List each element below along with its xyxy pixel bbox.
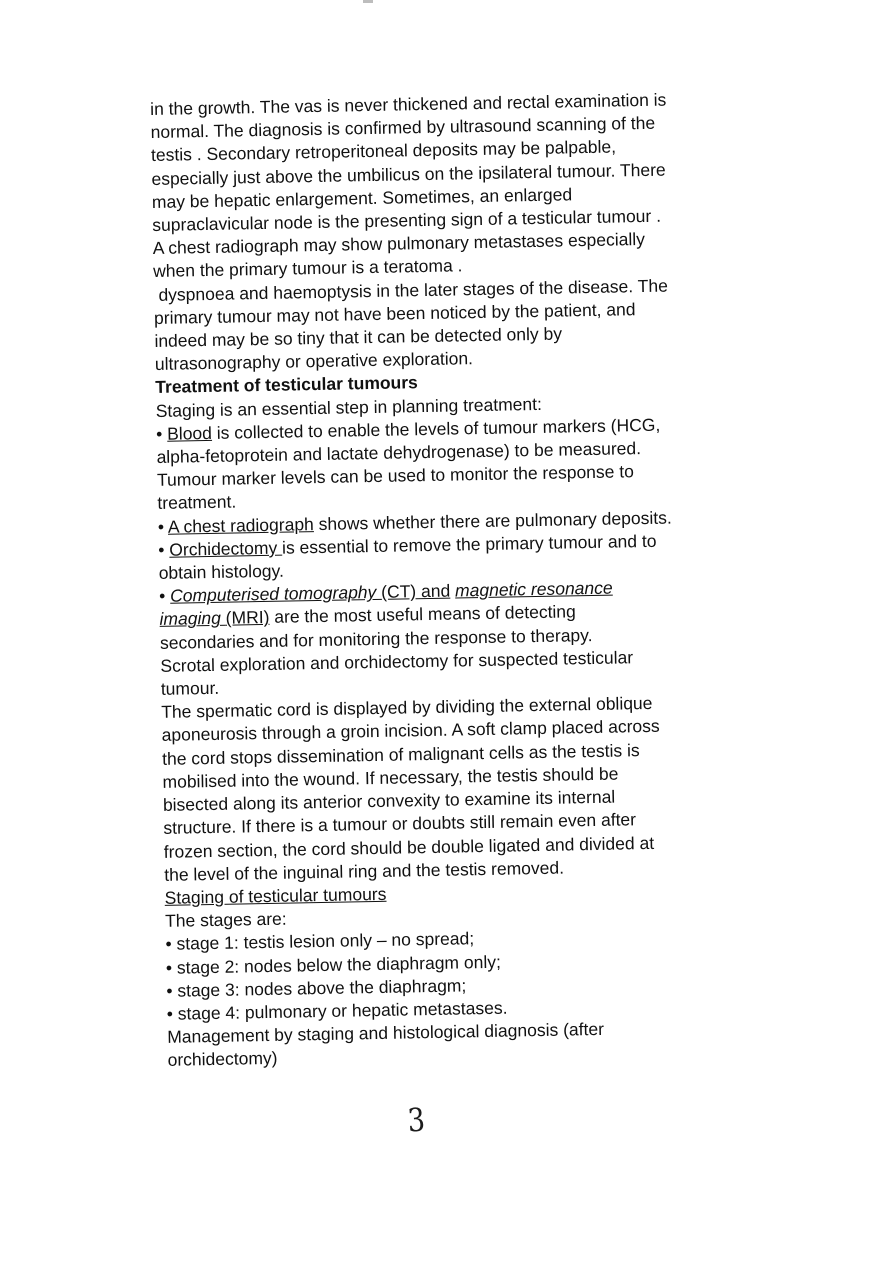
- text-line: structure. If there is a tumour or doubts still remain even after: [163, 809, 637, 839]
- text-line: Scrotal exploration and orchidectomy for suspected testicular: [160, 647, 634, 676]
- text-line: orchidectomy): [167, 1048, 278, 1071]
- bullet-glyph: •: [155, 423, 168, 444]
- text-line: when the primary tumour is a teratoma .: [152, 255, 463, 282]
- body-text: [150, 87, 768, 1072]
- text-line: the level of the inguinal ring and the testis removed.: [164, 857, 565, 885]
- orchidectomy-text: is essential to remove the primary tumour and to: [281, 530, 657, 558]
- text-line: treatment.: [157, 491, 237, 514]
- mri-abbreviation: (MRI): [225, 607, 270, 629]
- stage-item: • stage 2: nodes below the diaphragm only;: [165, 951, 502, 978]
- stage-item: • stage 1: testis lesion only – no spread;: [165, 928, 475, 955]
- text-line: dyspnoea and haemoptysis in the later stages of the disease. The: [153, 275, 669, 305]
- text-line: may be hepatic enlargement. Sometimes, an enlarged: [151, 184, 573, 212]
- mri-term: imaging: [159, 608, 226, 630]
- text-line: mobilised into the wound. If necessary, the testis should be: [162, 763, 619, 792]
- text-line: alpha-fetoprotein and lactate dehydrogenase) to be measured.: [156, 438, 642, 467]
- chest-radiograph-term: A chest radiograph: [167, 513, 314, 537]
- text-line: primary tumour may not have been noticed by the patient, and: [153, 298, 636, 328]
- text-line: especially just above the umbilicus on the ipsilateral tumour. There: [151, 159, 666, 189]
- orchidectomy-term: Orchidectomy: [169, 537, 283, 560]
- mri-term: magnetic resonance: [454, 577, 613, 601]
- text-line: A chest radiograph may show pulmonary metastases especially: [152, 229, 646, 259]
- text-line: frozen section, the cord should be double ligated and divided at: [163, 832, 655, 862]
- stage-item: • stage 3: nodes above the diaphragm;: [166, 975, 467, 1001]
- text-line: aponeurosis through a groin incision. A soft clamp placed across: [161, 716, 660, 746]
- staging-heading-text: Staging of testicular tumours: [164, 883, 387, 908]
- stage-item: • stage 4: pulmonary or hepatic metastases.: [166, 997, 508, 1024]
- text-line: tumour.: [160, 677, 220, 699]
- bullet-glyph: •: [158, 539, 170, 560]
- blood-term: Blood: [166, 422, 213, 444]
- text-line: ultrasonography or operative exploration.: [154, 348, 474, 375]
- text-line: bisected along its anterior convexity to examine its internal: [162, 786, 616, 815]
- text-line: indeed may be so tiny that it can be detected only by: [154, 323, 563, 351]
- chest-radiograph-text: shows whether there are pulmonary deposits.: [313, 507, 672, 534]
- staging-intro: Staging is an essential step in planning treatment:: [155, 393, 543, 421]
- text-line: normal. The diagnosis is confirmed by ultrasound scanning of the: [150, 112, 656, 143]
- ct-abbreviation: (CT) and: [380, 580, 451, 603]
- text-line: Tumour marker levels can be used to monitor the response to: [156, 461, 635, 491]
- bullet-glyph: •: [157, 516, 169, 537]
- bullet-glyph: •: [158, 585, 171, 607]
- imaging-text: are the most useful means of detecting: [269, 601, 576, 628]
- text-line: testis . Secondary retroperitoneal deposits may be palpable,: [150, 136, 617, 166]
- text-line: in the growth. The vas is never thickened and rectal examination is: [150, 89, 667, 119]
- text-line: The spermatic cord is displayed by dividing the external oblique: [161, 693, 653, 723]
- text-line: the cord stops dissemination of malignant cells as the testis is: [161, 739, 640, 769]
- treatment-heading: Treatment of testicular tumours: [155, 372, 419, 398]
- text-line: supraclavicular node is the presenting sign of a testicular tumour .: [152, 205, 662, 235]
- text-line: Management by staging and histological diagnosis (after: [167, 1018, 605, 1047]
- stages-intro: The stages are:: [164, 908, 287, 931]
- page-number: 3: [406, 1100, 427, 1140]
- scan-artifact: [363, 0, 373, 3]
- text-line: obtain histology.: [158, 560, 285, 583]
- ct-term: Computerised tomography: [169, 582, 382, 606]
- blood-text: is collected to enable the levels of tumour markers (HCG,: [211, 414, 661, 443]
- text-line: secondaries and for monitoring the response to therapy.: [159, 624, 593, 653]
